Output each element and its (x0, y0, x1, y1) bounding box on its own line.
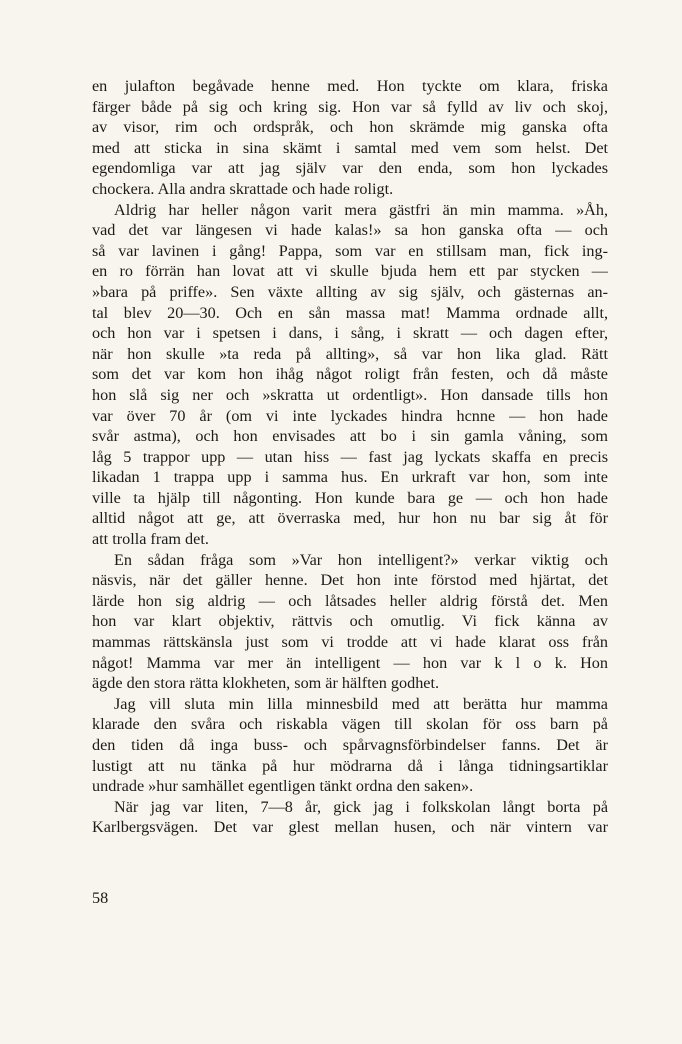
text-line: näsvis, när det gäller henne. Det hon inte förstod med hjärtat, det (92, 571, 608, 590)
text-line: hon var klart objektiv, rättvis och omutlig. Vi fick känna av (92, 612, 608, 631)
text-line: lustigt att nu tänka på hur mödrarna då i långa tidningsartiklar (92, 756, 608, 775)
text-line: lärde hon sig aldrig — och låtsades heller aldrig förstå det. Men (92, 591, 608, 610)
text-line: en julafton begåvade henne med. Hon tyckte om klara, friska (92, 77, 608, 95)
body-text (92, 76, 608, 838)
text-line: En sådan fråga som »Var hon intelligent?» verkar viktig och (114, 550, 608, 569)
text-line: När jag var liten, 7—8 år, gick jag i folkskolan långt borta på (114, 797, 608, 816)
text-line: undrade »hur samhället egentligen tänkt ordna den saken». (92, 777, 474, 796)
text-line: när hon skulle »ta reda på allting», så var hon lika glad. Rätt (92, 344, 608, 363)
text-line: den tiden då inga buss- och spårvagnsförbindelser fanns. Det är (92, 736, 608, 754)
text-line: låg 5 trappor upp — utan hiss — fast jag lyckats skaffa en precis (92, 447, 608, 466)
text-line: »bara på priffe». Sen växte allting av sig själv, och gästernas an- (92, 282, 608, 301)
text-line: hon slå sig ner och »skratta ut ordentligt». Hon dansade tills hon (92, 385, 608, 404)
text-line: och hon var i spetsen i dans, i sång, i skratt — och dagen efter, (92, 324, 608, 343)
text-line: ville ta hjälp till någonting. Hon kunde bara ge — och hon hade (92, 488, 608, 507)
text-line: färger både på sig och kring sig. Hon var så fylld av liv och skoj, (92, 97, 608, 116)
text-line: Jag vill sluta min lilla minnesbild med att berätta hur mamma (114, 694, 608, 713)
text-line: en ro förrän han lovat att vi skulle bjuda hem ett par stycken — (92, 262, 608, 281)
text-line: som det var kom hon ihåg något roligt från festen, och då måste (92, 365, 608, 384)
text-line: mammas rättskänsla just som vi trodde att vi hade klarat oss från (92, 633, 608, 652)
text-line: likadan 1 trappa upp i samma hus. En urkraft var hon, som inte (92, 468, 608, 487)
text-line: så var lavinen i gång! Pappa, som var en stillsam man, fick ing- (92, 241, 608, 260)
text-line: svår astma), och hon envisades att bo i sin gamla våning, som (92, 427, 608, 446)
text-line: chockera. Alla andra skrattade och hade roligt. (92, 179, 394, 198)
text-line: av visor, rim och ordspråk, och hon skrämde mig ganska ofta (92, 118, 608, 137)
text-line: ägde den stora rätta klokheten, som är hälften godhet. (92, 674, 440, 693)
text-line: att trolla fram det. (92, 530, 209, 549)
text-line: var över 70 år (om vi inte lyckades hindra hcnne — hon hade (92, 406, 608, 425)
text-line: med att sticka in sina skämt i samtal med vem som helst. Det (92, 138, 608, 157)
text-line: tal blev 20—30. Och en sån massa mat! Mamma ordnade allt, (92, 303, 608, 322)
page-number: 58 (92, 889, 109, 907)
text-line: vad det var längesen vi hade kalas!» sa hon ganska ofta — och (92, 221, 608, 240)
text-line: egendomliga var att jag själv var den enda, som hon lyckades (92, 159, 608, 178)
text-line: Aldrig har heller någon varit mera gästfri än min mamma. »Åh, (114, 200, 608, 219)
text-line: Karlbergsvägen. Det var glest mellan husen, och när vintern var (92, 818, 608, 837)
text-line: något! Mamma var mer än intelligent — hon var k l o k. Hon (92, 653, 608, 672)
text-line: klarade den svåra och riskabla vägen till skolan för oss barn på (92, 715, 608, 734)
text-line: alltid något att ge, att överraska med, hur hon nu bar sig åt för (92, 509, 608, 528)
